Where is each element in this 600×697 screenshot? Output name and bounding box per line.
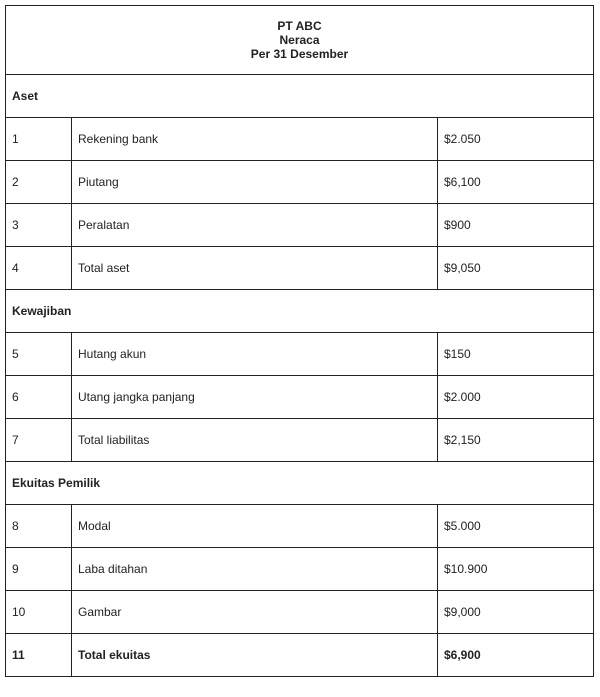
row-amount: $9,050 xyxy=(438,247,594,290)
row-description: Piutang xyxy=(72,161,438,204)
balance-sheet-table xyxy=(5,5,594,677)
section-title-ekuitas: Ekuitas Pemilik xyxy=(6,462,594,505)
row-amount: $6,100 xyxy=(438,161,594,204)
table-row xyxy=(6,376,594,419)
row-amount: $2.000 xyxy=(438,376,594,419)
row-number: 3 xyxy=(6,204,72,247)
row-amount: $5.000 xyxy=(438,505,594,548)
row-amount: $2.050 xyxy=(438,118,594,161)
row-number: 2 xyxy=(6,161,72,204)
title-cell xyxy=(6,6,594,75)
title-row xyxy=(6,6,594,75)
row-description: Peralatan xyxy=(72,204,438,247)
table-row xyxy=(6,591,594,634)
row-description: Total aset xyxy=(72,247,438,290)
section-row-ekuitas xyxy=(6,462,594,505)
row-description: Laba ditahan xyxy=(72,548,438,591)
row-number: 1 xyxy=(6,118,72,161)
table-row xyxy=(6,548,594,591)
row-description: Total liabilitas xyxy=(72,419,438,462)
row-number: 5 xyxy=(6,333,72,376)
row-description: Rekening bank xyxy=(72,118,438,161)
row-description: Total ekuitas xyxy=(72,634,438,677)
table-row xyxy=(6,247,594,290)
row-number: 9 xyxy=(6,548,72,591)
table-row xyxy=(6,333,594,376)
row-description: Utang jangka panjang xyxy=(72,376,438,419)
table-row xyxy=(6,204,594,247)
row-number: 11 xyxy=(6,634,72,677)
row-description: Modal xyxy=(72,505,438,548)
section-title-aset: Aset xyxy=(6,75,594,118)
table-row xyxy=(6,419,594,462)
row-number: 7 xyxy=(6,419,72,462)
table-row-total xyxy=(6,634,594,677)
row-description: Gambar xyxy=(72,591,438,634)
table-row xyxy=(6,161,594,204)
row-amount: $2,150 xyxy=(438,419,594,462)
row-amount: $9,000 xyxy=(438,591,594,634)
company-name: PT ABC xyxy=(277,19,322,33)
row-number: 8 xyxy=(6,505,72,548)
row-amount: $6,900 xyxy=(438,634,594,677)
row-amount: $900 xyxy=(438,204,594,247)
statement-date: Per 31 Desember xyxy=(250,47,349,61)
row-number: 4 xyxy=(6,247,72,290)
row-number: 10 xyxy=(6,591,72,634)
section-title-kewajiban: Kewajiban xyxy=(6,290,594,333)
table-row xyxy=(6,505,594,548)
section-row-kewajiban xyxy=(6,290,594,333)
row-description: Hutang akun xyxy=(72,333,438,376)
statement-name: Neraca xyxy=(279,33,320,47)
row-amount: $150 xyxy=(438,333,594,376)
section-row-aset xyxy=(6,75,594,118)
table-row xyxy=(6,118,594,161)
row-amount: $10.900 xyxy=(438,548,594,591)
row-number: 6 xyxy=(6,376,72,419)
